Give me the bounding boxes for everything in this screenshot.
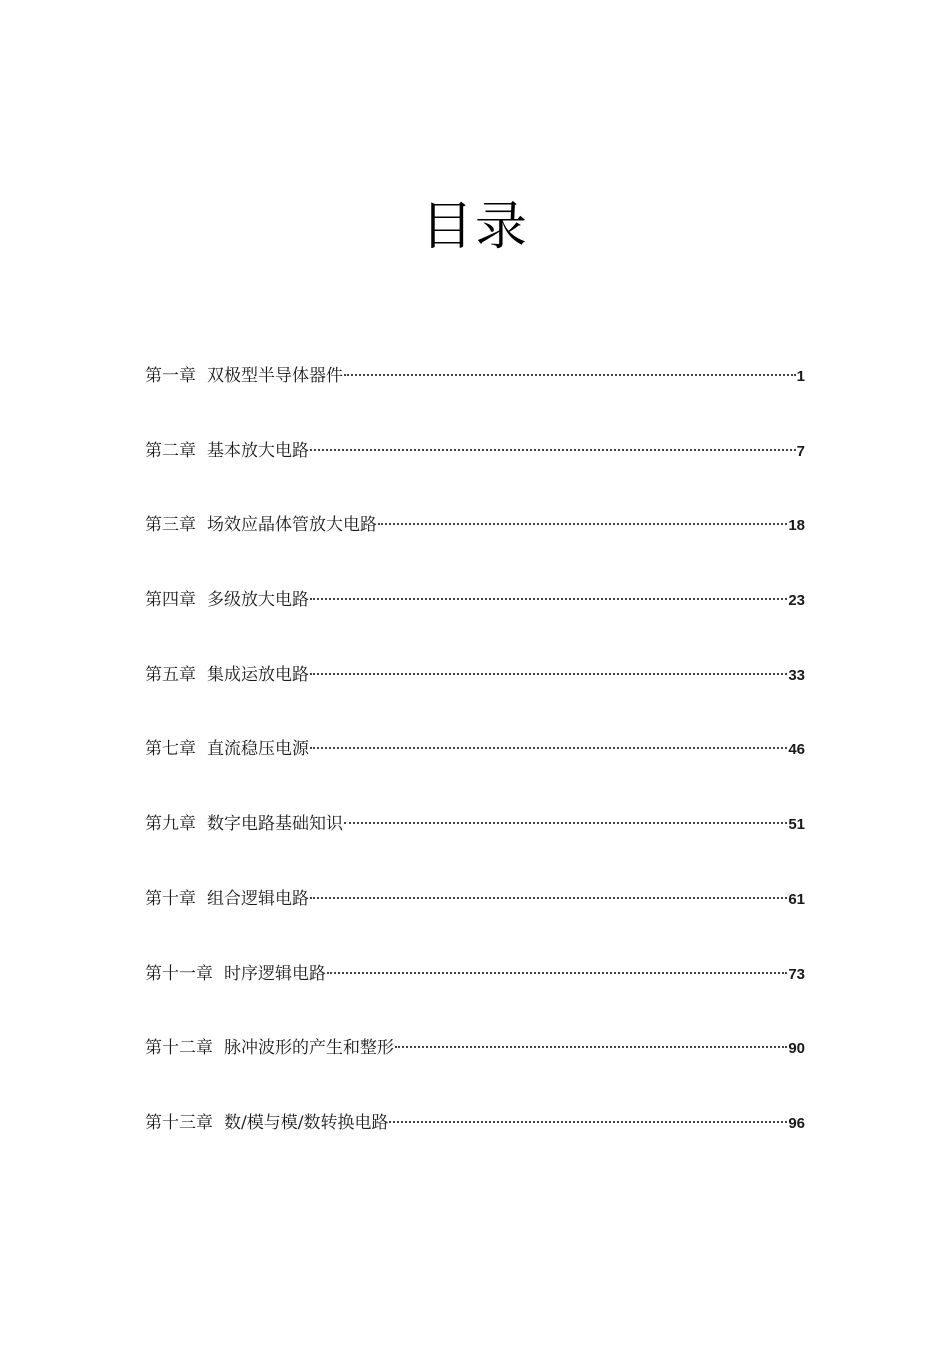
toc-dot-leader	[310, 747, 787, 749]
toc-chapter-title: 脉冲波形的产生和整形	[224, 1038, 394, 1059]
toc-chapter-number: 第十三章	[145, 1112, 213, 1133]
toc-page-number: 61	[788, 890, 805, 908]
toc-page-number: 96	[788, 1114, 805, 1132]
toc-dot-leader	[310, 449, 796, 451]
toc-entry[interactable]	[145, 513, 805, 588]
toc-chapter-number: 第十一章	[145, 963, 213, 984]
toc-page-number: 73	[788, 965, 805, 983]
toc-chapter-number: 第五章	[145, 664, 196, 685]
toc-dot-leader	[310, 673, 787, 675]
toc-list	[145, 364, 805, 1186]
toc-dot-leader	[378, 523, 787, 525]
toc-chapter-number: 第三章	[145, 515, 196, 536]
toc-dot-leader	[344, 822, 787, 824]
toc-page-number: 33	[788, 666, 805, 684]
toc-entry[interactable]	[145, 962, 805, 1037]
toc-page-number: 90	[788, 1040, 805, 1058]
toc-chapter-title: 数字电路基础知识	[207, 814, 343, 835]
toc-chapter-title: 时序逻辑电路	[224, 963, 326, 984]
toc-chapter-title: 基本放大电路	[207, 440, 309, 461]
toc-dot-leader	[389, 1121, 787, 1123]
toc-dot-leader	[310, 897, 787, 899]
toc-chapter-number: 第十章	[145, 888, 196, 909]
toc-dot-leader	[344, 374, 796, 376]
toc-title: 目录	[420, 197, 529, 257]
toc-chapter-number: 第一章	[145, 366, 196, 386]
toc-entry[interactable]	[145, 737, 805, 812]
toc-chapter-title: 数/模与模/数转换电路	[224, 1112, 389, 1133]
toc-chapter-number: 第二章	[145, 440, 196, 461]
toc-entry[interactable]	[145, 439, 805, 514]
toc-chapter-title: 多级放大电路	[207, 590, 309, 611]
toc-chapter-number: 第十二章	[145, 1038, 213, 1059]
toc-chapter-number: 第七章	[145, 739, 196, 760]
toc-dot-leader	[395, 1046, 787, 1048]
toc-entry[interactable]	[145, 812, 805, 887]
toc-dot-leader	[310, 598, 787, 600]
toc-chapter-number: 第四章	[145, 590, 196, 611]
toc-chapter-number: 第九章	[145, 814, 196, 835]
toc-page-number: 18	[788, 517, 805, 535]
toc-page-number: 51	[788, 816, 805, 834]
toc-chapter-title: 场效应晶体管放大电路	[207, 515, 377, 536]
toc-entry[interactable]	[145, 1111, 805, 1186]
toc-dot-leader	[327, 972, 787, 974]
toc-chapter-title: 双极型半导体器件	[207, 366, 343, 386]
toc-page-number: 7	[796, 442, 805, 460]
toc-chapter-title: 组合逻辑电路	[207, 888, 309, 909]
toc-entry[interactable]	[145, 663, 805, 738]
toc-chapter-title: 直流稳压电源	[207, 739, 309, 760]
toc-entry[interactable]	[145, 1036, 805, 1111]
toc-entry[interactable]	[145, 887, 805, 962]
toc-chapter-title: 集成运放电路	[207, 664, 309, 685]
toc-entry[interactable]	[145, 588, 805, 663]
toc-entry[interactable]	[145, 364, 805, 439]
toc-page-number: 1	[796, 368, 805, 385]
toc-page-number: 23	[788, 592, 805, 610]
toc-page-number: 46	[788, 741, 805, 759]
